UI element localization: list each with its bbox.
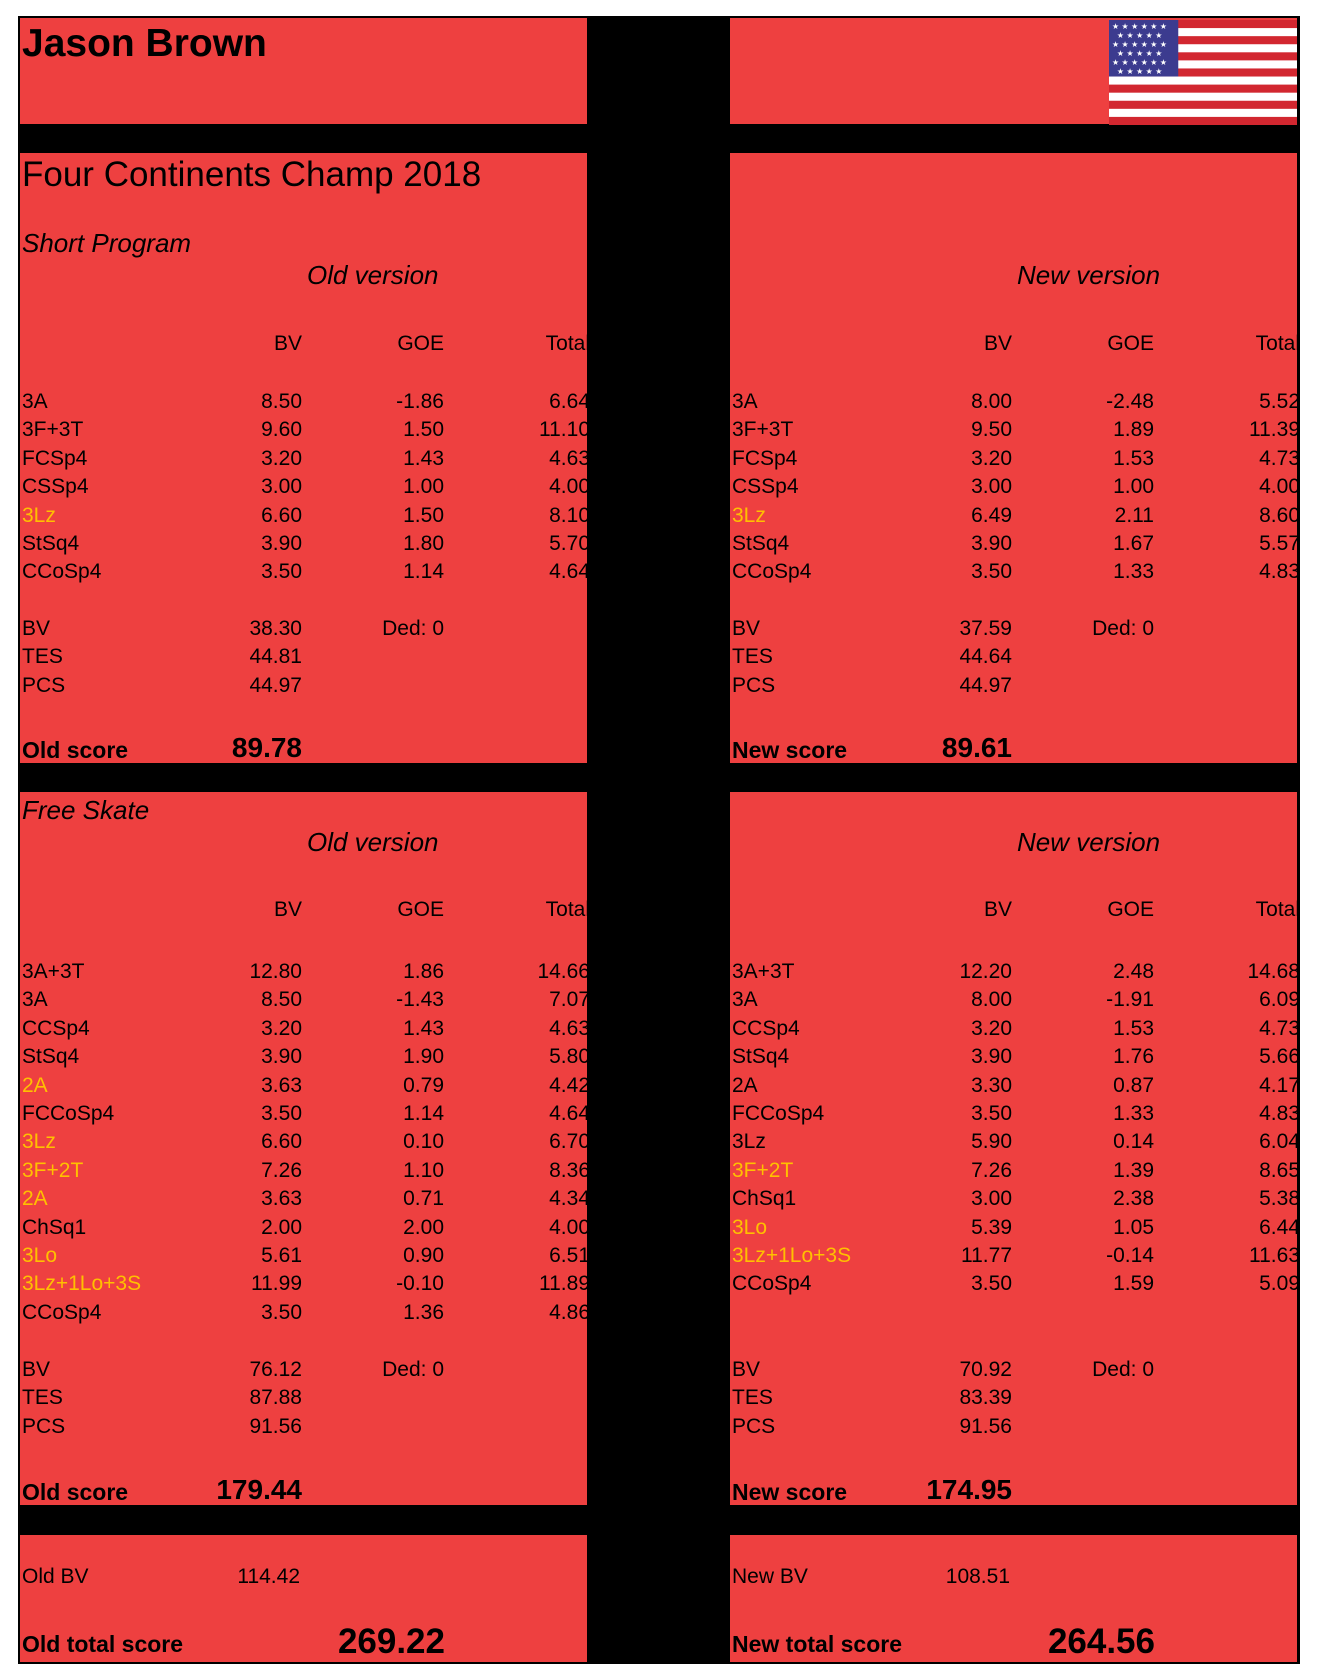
- element-bv: 3.50: [261, 1300, 302, 1324]
- element-name: FCCoSp4: [22, 1102, 115, 1125]
- element-goe: 1.14: [403, 1102, 444, 1125]
- element-bv: 3.90: [261, 532, 302, 555]
- element-total: 5.66: [1259, 1045, 1300, 1069]
- element-total: 5.70: [549, 532, 590, 555]
- element-name: 3Lo: [732, 1215, 768, 1239]
- element-bv: 3.63: [261, 1073, 302, 1097]
- element-bv: 12.20: [959, 960, 1012, 983]
- element-name: CCoSp4: [22, 560, 102, 584]
- element-total: 4.63: [549, 446, 590, 470]
- element-goe: -0.10: [396, 1272, 444, 1296]
- element-bv: 5.90: [971, 1130, 1012, 1154]
- element-name: 3Lz: [22, 1130, 56, 1154]
- element-goe: 2.00: [403, 1215, 444, 1239]
- score-label: New score: [732, 1479, 848, 1505]
- element-goe: 1.00: [1113, 475, 1154, 499]
- bv-value: 70.92: [959, 1358, 1012, 1381]
- pcs-value: 44.97: [249, 673, 302, 697]
- element-name: ChSq1: [732, 1187, 797, 1211]
- bv-column-header: BV: [983, 898, 1012, 921]
- element-name: StSq4: [732, 532, 790, 555]
- element-bv: 3.50: [261, 560, 302, 584]
- svg-text:★ ★ ★ ★ ★ ★: ★ ★ ★ ★ ★ ★: [1111, 57, 1167, 68]
- element-name: CCSp4: [732, 1016, 800, 1040]
- element-name: 3A: [732, 988, 758, 1012]
- element-total: 4.00: [549, 1215, 590, 1239]
- element-goe: 1.90: [403, 1045, 444, 1069]
- element-name: StSq4: [732, 1045, 790, 1069]
- score-value: 89.61: [941, 732, 1012, 763]
- element-bv: 3.90: [971, 1045, 1012, 1069]
- element-name: 3F+2T: [22, 1158, 84, 1182]
- element-goe: 0.71: [403, 1187, 444, 1211]
- element-bv: 9.50: [971, 418, 1012, 442]
- element-name: 3Lz: [732, 1130, 766, 1154]
- element-goe: 1.53: [1113, 1016, 1154, 1040]
- element-goe: 1.50: [403, 503, 444, 527]
- element-bv: 3.00: [971, 1187, 1012, 1211]
- element-name: CCoSp4: [732, 560, 812, 584]
- element-name: 2A: [22, 1073, 48, 1097]
- element-goe: 0.87: [1113, 1073, 1154, 1097]
- element-name: FCSp4: [732, 446, 798, 470]
- free-skate-label: Free Skate: [22, 795, 150, 825]
- element-total: 5.80: [549, 1045, 590, 1069]
- element-bv: 8.50: [261, 390, 302, 413]
- element-bv: 11.77: [961, 1244, 1012, 1267]
- element-goe: 0.14: [1113, 1130, 1154, 1154]
- element-goe: 1.80: [403, 532, 444, 555]
- element-total: 5.57: [1259, 532, 1300, 555]
- element-goe: -1.43: [396, 988, 444, 1012]
- element-total: 5.52: [1259, 390, 1300, 413]
- bv-column-header: BV: [273, 332, 302, 355]
- element-total: 11.63: [1249, 1244, 1300, 1267]
- version-label: Old version: [307, 827, 439, 857]
- element-goe: 0.90: [403, 1244, 444, 1267]
- total-column-header: Total: [545, 332, 590, 355]
- old-total-score-value: 269.22: [337, 1622, 445, 1661]
- element-bv: 2.00: [261, 1215, 302, 1239]
- bv-label: BV: [732, 617, 761, 640]
- element-name: FCSp4: [22, 446, 88, 470]
- element-goe: 1.10: [403, 1158, 444, 1182]
- element-goe: 2.11: [1114, 503, 1154, 527]
- new-total-bv-label: New BV: [732, 1565, 808, 1588]
- element-bv: 3.63: [261, 1187, 302, 1211]
- element-bv: 3.20: [261, 446, 302, 470]
- element-bv: 11.99: [251, 1272, 302, 1296]
- element-goe: 1.14: [403, 560, 444, 584]
- element-total: 4.17: [1259, 1073, 1300, 1097]
- score-label: New score: [732, 737, 848, 763]
- element-name: StSq4: [22, 532, 80, 555]
- element-total: 4.64: [549, 560, 590, 584]
- score-label: Old score: [22, 737, 129, 763]
- element-goe: -1.86: [396, 390, 444, 413]
- svg-text:★ ★ ★ ★ ★: ★ ★ ★ ★ ★: [1116, 30, 1163, 41]
- element-goe: 1.59: [1113, 1272, 1154, 1296]
- new-total-score-label: New total score: [732, 1631, 902, 1657]
- element-total: 14.68: [1247, 960, 1300, 983]
- element-bv: 8.50: [261, 988, 302, 1012]
- version-label: New version: [1017, 827, 1161, 857]
- element-name: CSSp4: [732, 475, 799, 499]
- element-total: 11.89: [539, 1272, 590, 1296]
- element-name: StSq4: [22, 1045, 80, 1069]
- bv-label: BV: [22, 1358, 51, 1381]
- element-name: CCSp4: [22, 1016, 90, 1040]
- tes-label: TES: [732, 645, 773, 669]
- bv-value: 37.59: [959, 617, 1012, 640]
- bv-value: 76.12: [249, 1358, 302, 1381]
- old-total-score-label: Old total score: [22, 1631, 184, 1657]
- element-total: 4.00: [1259, 475, 1300, 499]
- element-total: 4.34: [549, 1187, 590, 1211]
- element-total: 6.04: [1259, 1130, 1300, 1154]
- score-value: 174.95: [926, 1474, 1012, 1505]
- element-bv: 3.20: [261, 1016, 302, 1040]
- svg-text:★ ★ ★ ★ ★: ★ ★ ★ ★ ★: [1116, 48, 1163, 59]
- element-total: 4.63: [549, 1016, 590, 1040]
- total-column-header: Total: [545, 898, 590, 921]
- tes-value: 87.88: [249, 1386, 302, 1410]
- tes-value: 44.64: [959, 645, 1012, 669]
- element-total: 5.38: [1259, 1187, 1300, 1211]
- element-bv: 3.20: [971, 1016, 1012, 1040]
- element-name: 3F+2T: [732, 1158, 794, 1182]
- element-name: 3Lo: [22, 1244, 58, 1267]
- element-name: 3Lz+1Lo+3S: [22, 1272, 142, 1296]
- element-bv: 3.90: [971, 532, 1012, 555]
- tes-label: TES: [22, 645, 63, 669]
- svg-text:★ ★ ★ ★ ★ ★: ★ ★ ★ ★ ★ ★: [1111, 39, 1167, 50]
- element-bv: 6.49: [971, 503, 1012, 527]
- element-total: 4.73: [1259, 446, 1300, 470]
- element-goe: 1.36: [403, 1300, 444, 1324]
- element-total: 8.10: [549, 503, 590, 527]
- element-goe: 1.39: [1113, 1158, 1154, 1182]
- element-total: 4.86: [549, 1300, 590, 1324]
- element-goe: 0.10: [403, 1130, 444, 1154]
- bv-value: 38.30: [249, 617, 302, 640]
- goe-column-header: GOE: [397, 898, 444, 921]
- pcs-label: PCS: [22, 673, 66, 697]
- new-total-bv-value: 108.51: [945, 1565, 1010, 1588]
- element-bv: 3.50: [971, 1272, 1012, 1296]
- version-label: Old version: [307, 260, 439, 290]
- deduction: Ded: 0: [382, 617, 444, 640]
- short-program-label: Short Program: [22, 228, 192, 258]
- new-total-score-value: 264.56: [1047, 1622, 1155, 1661]
- pcs-value: 91.56: [959, 1414, 1012, 1438]
- pcs-label: PCS: [732, 1414, 776, 1438]
- element-goe: 1.89: [1113, 418, 1154, 442]
- tes-value: 44.81: [249, 645, 302, 669]
- element-total: 8.60: [1259, 503, 1300, 527]
- element-goe: 1.33: [1113, 560, 1154, 584]
- element-name: 3A: [22, 390, 48, 413]
- element-name: CCoSp4: [732, 1272, 812, 1296]
- total-column-header: Total: [1255, 898, 1300, 921]
- pcs-label: PCS: [732, 673, 776, 697]
- element-total: 11.39: [1249, 418, 1300, 442]
- bv-column-header: BV: [273, 898, 302, 921]
- bv-label: BV: [732, 1358, 761, 1381]
- element-goe: 1.86: [403, 960, 444, 983]
- element-goe: 2.48: [1113, 960, 1154, 983]
- goe-column-header: GOE: [1107, 332, 1154, 355]
- element-goe: 1.53: [1113, 446, 1154, 470]
- element-bv: 6.60: [261, 1130, 302, 1154]
- element-name: CCoSp4: [22, 1300, 102, 1324]
- element-total: 4.64: [549, 1102, 590, 1125]
- element-bv: 5.39: [971, 1215, 1012, 1239]
- pcs-value: 91.56: [249, 1414, 302, 1438]
- element-bv: 3.50: [261, 1102, 302, 1125]
- element-name: 3F+3T: [22, 418, 84, 442]
- element-bv: 5.61: [261, 1244, 302, 1267]
- element-total: 4.73: [1259, 1016, 1300, 1040]
- element-bv: 3.50: [971, 560, 1012, 584]
- element-name: 3F+3T: [732, 418, 794, 442]
- element-name: CSSp4: [22, 475, 89, 499]
- element-total: 6.64: [549, 390, 590, 413]
- element-bv: 9.60: [261, 418, 302, 442]
- element-total: 6.44: [1259, 1215, 1300, 1239]
- element-goe: -2.48: [1106, 390, 1154, 413]
- element-name: ChSq1: [22, 1215, 87, 1239]
- element-name: 3A+3T: [22, 960, 85, 983]
- bv-label: BV: [22, 617, 51, 640]
- element-total: 11.10: [539, 418, 590, 442]
- element-goe: 1.43: [403, 1016, 444, 1040]
- element-name: 3Lz+1Lo+3S: [732, 1244, 852, 1267]
- score-label: Old score: [22, 1479, 129, 1505]
- svg-text:★ ★ ★ ★ ★ ★: ★ ★ ★ ★ ★ ★: [1111, 21, 1167, 32]
- element-total: 4.00: [549, 475, 590, 499]
- goe-column-header: GOE: [397, 332, 444, 355]
- element-name: 3A+3T: [732, 960, 795, 983]
- total-column-header: Total: [1255, 332, 1300, 355]
- element-total: 4.83: [1259, 560, 1300, 584]
- deduction: Ded: 0: [1092, 617, 1154, 640]
- element-total: 7.07: [549, 988, 590, 1012]
- element-bv: 6.60: [261, 503, 302, 527]
- element-name: 3Lz: [22, 503, 56, 527]
- element-total: 14.66: [537, 960, 590, 983]
- element-total: 6.51: [549, 1244, 590, 1267]
- element-goe: 1.67: [1113, 532, 1154, 555]
- element-total: 6.09: [1259, 988, 1300, 1012]
- element-bv: 8.00: [971, 988, 1012, 1012]
- svg-text:★ ★ ★ ★ ★: ★ ★ ★ ★ ★: [1116, 66, 1163, 77]
- element-total: 5.09: [1259, 1272, 1300, 1296]
- old-total-bv-value: 114.42: [237, 1565, 300, 1588]
- element-goe: 1.00: [403, 475, 444, 499]
- element-name: 2A: [732, 1073, 758, 1097]
- element-name: 3Lz: [732, 503, 766, 527]
- element-goe: 1.33: [1113, 1102, 1154, 1125]
- old-total-bv-label: Old BV: [22, 1565, 89, 1588]
- element-bv: 7.26: [261, 1158, 302, 1182]
- score-value: 89.78: [231, 732, 302, 763]
- element-goe: -1.91: [1106, 988, 1154, 1012]
- competition-title: Four Continents Champ 2018: [22, 155, 482, 194]
- element-total: 8.36: [549, 1158, 590, 1182]
- tes-value: 83.39: [959, 1386, 1012, 1410]
- element-bv: 3.20: [971, 446, 1012, 470]
- version-label: New version: [1017, 260, 1161, 290]
- element-total: 4.83: [1259, 1102, 1300, 1125]
- element-bv: 8.00: [971, 390, 1012, 413]
- element-name: FCCoSp4: [732, 1102, 825, 1125]
- element-bv: 3.50: [971, 1102, 1012, 1125]
- goe-column-header: GOE: [1107, 898, 1154, 921]
- element-bv: 12.80: [249, 960, 302, 983]
- pcs-value: 44.97: [959, 673, 1012, 697]
- usa-flag-icon: [1109, 20, 1297, 125]
- tes-label: TES: [732, 1386, 773, 1410]
- element-goe: 1.43: [403, 446, 444, 470]
- element-name: 3A: [732, 390, 758, 413]
- element-bv: 3.90: [261, 1045, 302, 1069]
- element-goe: 1.05: [1113, 1215, 1154, 1239]
- bv-column-header: BV: [983, 332, 1012, 355]
- element-goe: -0.14: [1106, 1244, 1154, 1267]
- element-total: 8.65: [1259, 1158, 1300, 1182]
- element-name: 3A: [22, 988, 48, 1012]
- element-goe: 0.79: [403, 1073, 444, 1097]
- skater-name: Jason Brown: [22, 22, 267, 65]
- pcs-label: PCS: [22, 1414, 66, 1438]
- tes-label: TES: [22, 1386, 63, 1410]
- element-total: 6.70: [549, 1130, 590, 1154]
- element-bv: 7.26: [971, 1158, 1012, 1182]
- element-bv: 3.30: [971, 1073, 1012, 1097]
- score-value: 179.44: [216, 1474, 302, 1505]
- element-goe: 2.38: [1113, 1187, 1154, 1211]
- element-goe: 1.50: [403, 418, 444, 442]
- element-bv: 3.00: [971, 475, 1012, 499]
- element-bv: 3.00: [261, 475, 302, 499]
- element-name: 2A: [22, 1187, 48, 1211]
- deduction: Ded: 0: [1092, 1358, 1154, 1381]
- element-goe: 1.76: [1113, 1045, 1154, 1069]
- deduction: Ded: 0: [382, 1358, 444, 1381]
- element-total: 4.42: [549, 1073, 590, 1097]
